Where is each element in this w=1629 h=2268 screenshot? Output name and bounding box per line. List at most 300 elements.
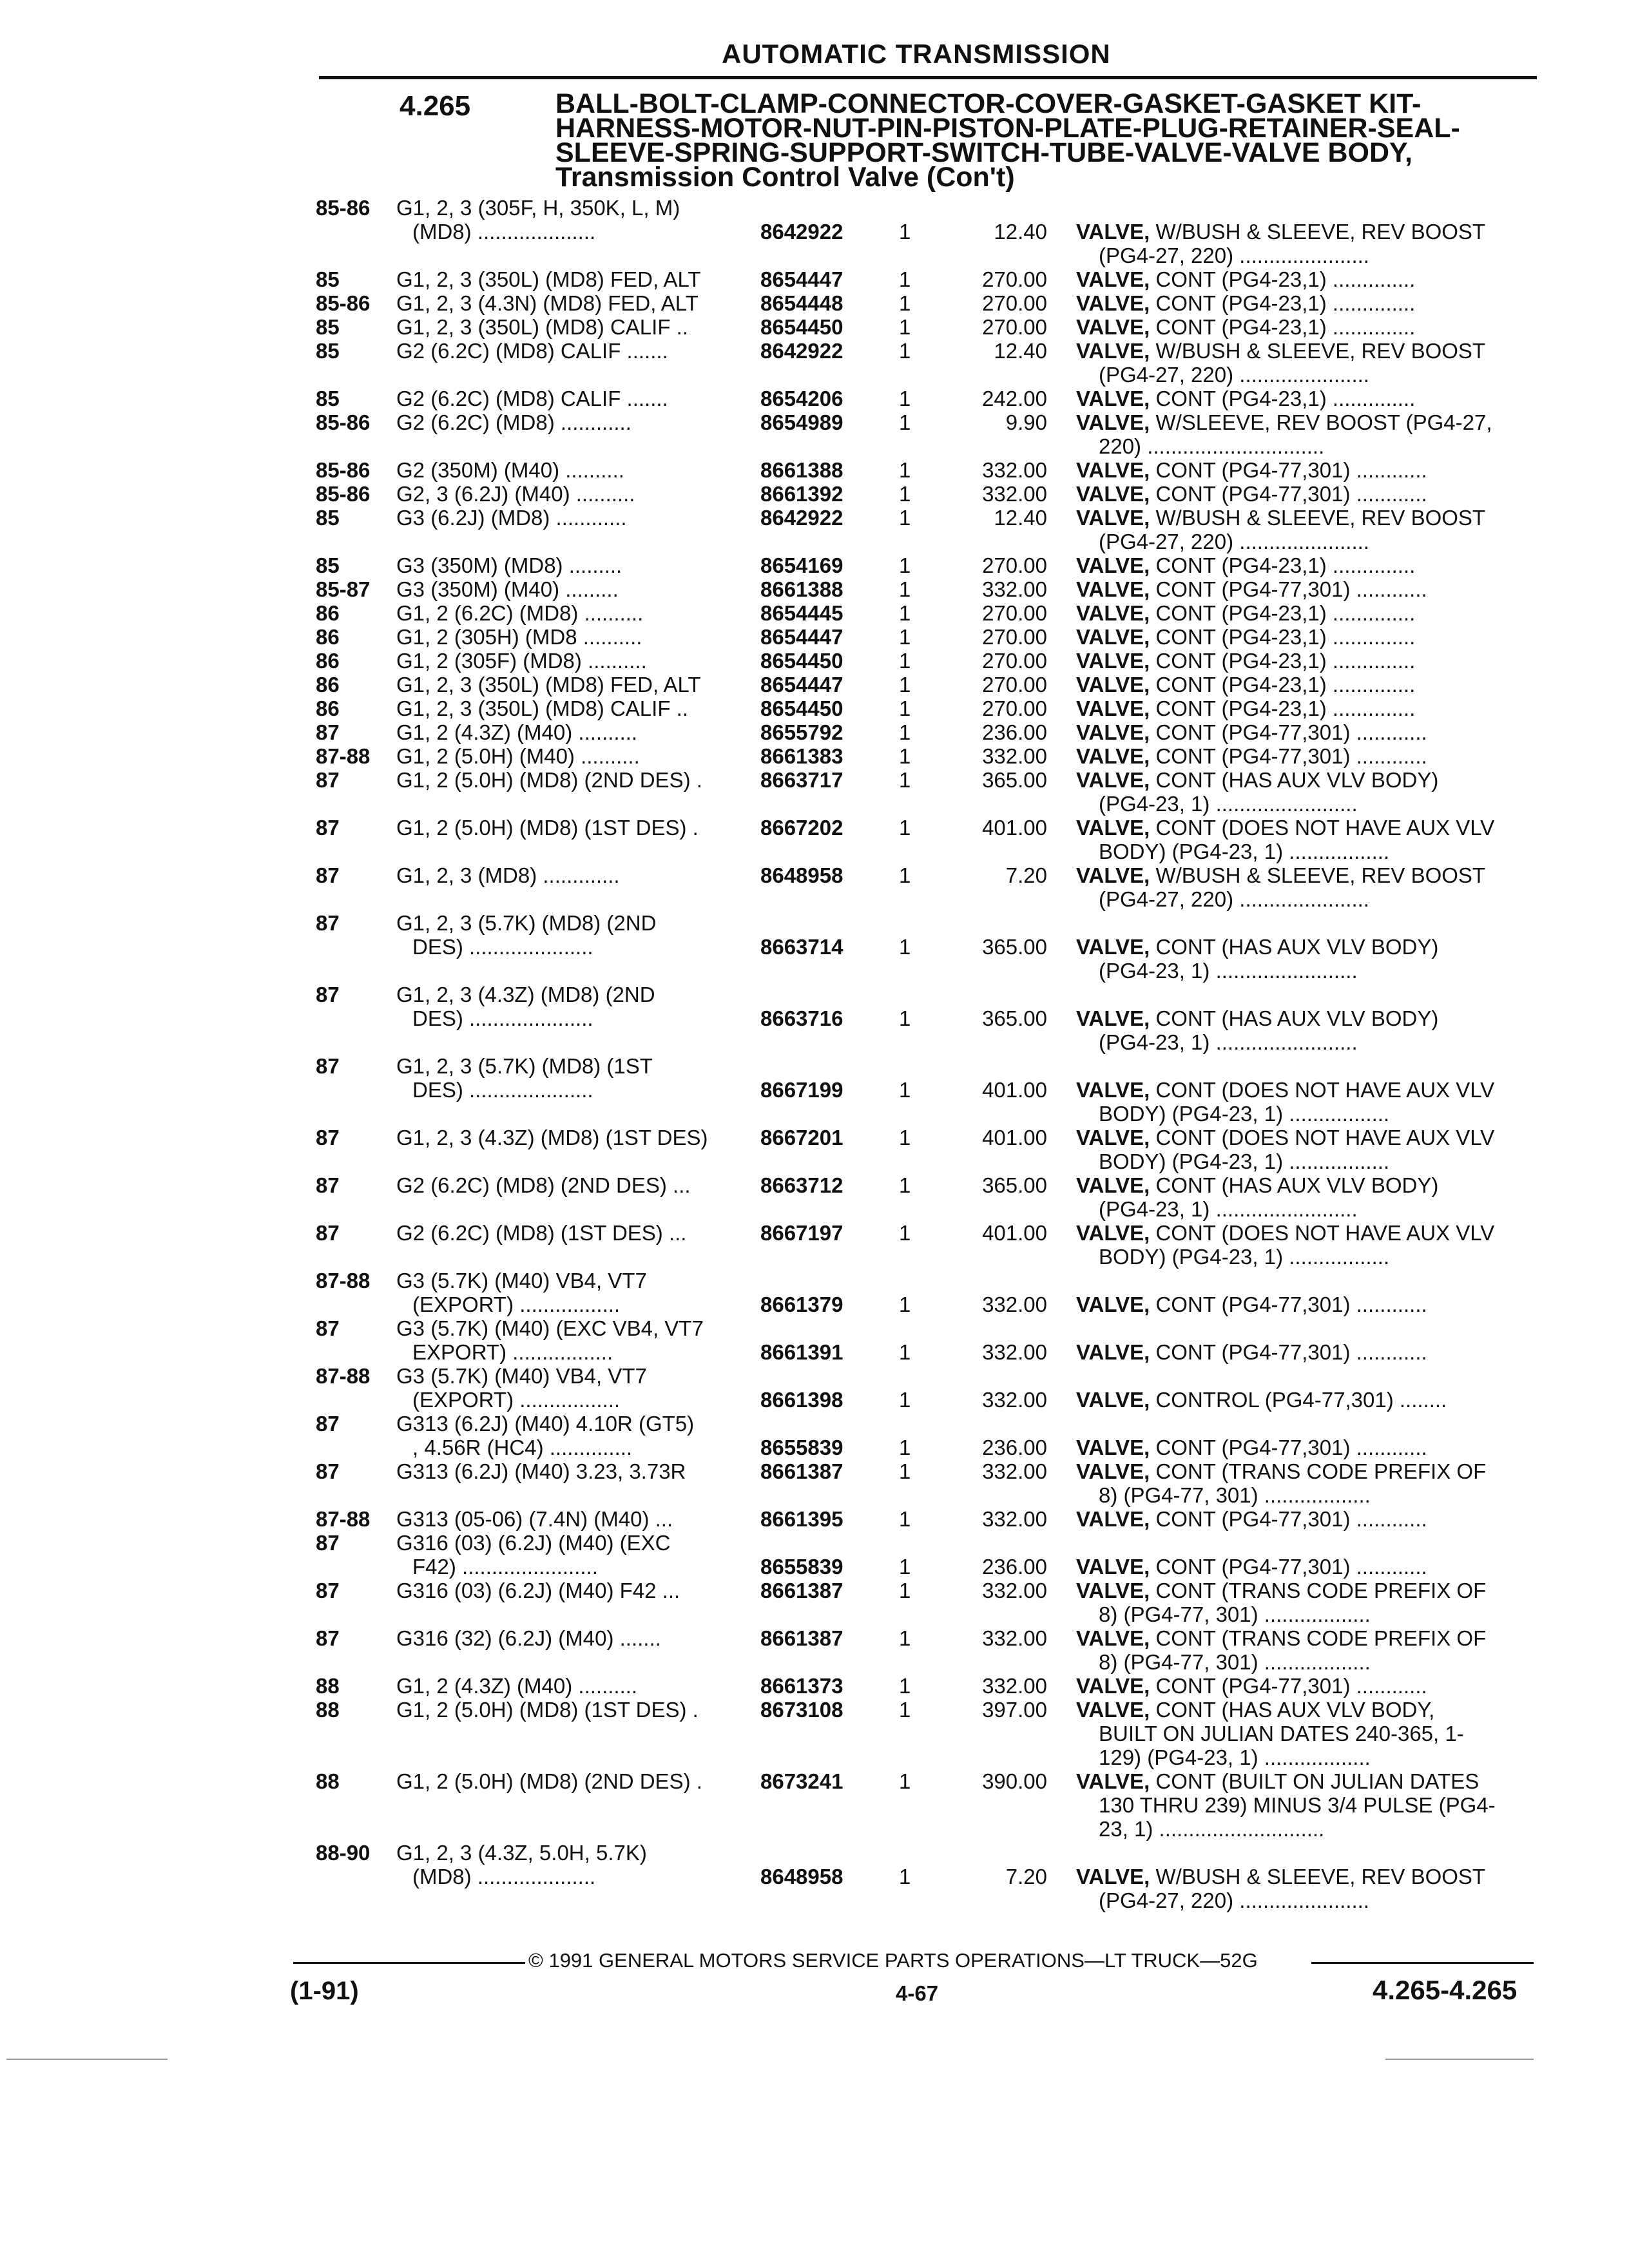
price: 12.40: [994, 506, 1047, 530]
quantity: 1: [899, 816, 911, 840]
part-detail: CONT (PG4-23,1) ..............: [1150, 625, 1416, 649]
model-year: 87: [316, 1531, 340, 1555]
part-detail: CONT (PG4-23,1) ..............: [1150, 673, 1416, 697]
model-year: 87: [316, 1579, 340, 1602]
quantity: 1: [899, 1221, 911, 1245]
part-name: VALVE,: [1076, 768, 1150, 792]
model-description: G1, 2 (5.0H) (MD8) (1ST DES) .: [396, 816, 699, 840]
price: 401.00: [982, 1126, 1047, 1149]
part-description: [1099, 1602, 1540, 1626]
part-name: VALVE,: [1076, 720, 1150, 744]
model-year: 87: [316, 863, 340, 887]
table-row: [0, 911, 1629, 935]
table-row: [0, 697, 1629, 720]
part-description: [1099, 244, 1540, 267]
model-description: G1, 2 (5.0H) (M40) ..........: [396, 744, 640, 768]
part-detail: (PG4-23, 1) ........................: [1099, 959, 1358, 983]
quantity: 1: [899, 1579, 911, 1602]
part-number: 8663717: [760, 768, 843, 792]
model-description: G1, 2, 3 (5.7K) (MD8) (2ND: [396, 911, 657, 935]
part-description: [1076, 339, 1540, 363]
part-name: VALVE,: [1076, 339, 1150, 363]
quantity: 1: [899, 1293, 911, 1316]
part-description: [1076, 1340, 1540, 1364]
table-row: [0, 315, 1629, 339]
model-year: 87: [316, 1221, 340, 1245]
part-description: [1099, 1102, 1540, 1126]
footer-rule-right: [1311, 1962, 1534, 1964]
part-number: 8648958: [760, 863, 843, 887]
part-description: [1099, 1793, 1540, 1817]
part-description: [1076, 1078, 1540, 1102]
part-number: 8661388: [760, 458, 843, 482]
part-description: [1076, 1006, 1540, 1030]
section-description: BALL-BOLT-CLAMP-CONNECTOR-COVER-GASKET-GASKET KIT-HARNESS-MOTOR-NUT-PIN-PISTON-PLATE-PLUG-RETAINER-SEAL-SLEEVE-SPRING-SUPPORT-SWITCH-TUBE-VALVE-VALVE BODY, Transmission Control Valve (Con't): [555, 88, 1460, 193]
price: 12.40: [994, 220, 1047, 244]
table-row: [0, 983, 1629, 1006]
table-row: [0, 863, 1629, 887]
table-row: [0, 1888, 1629, 1912]
model-description: G2 (6.2C) (MD8) ............: [396, 410, 631, 434]
part-detail: CONT (HAS AUX VLV BODY): [1150, 768, 1439, 792]
model-year: 86: [316, 601, 340, 625]
part-detail: CONT (DOES NOT HAVE AUX VLV: [1150, 1126, 1495, 1149]
part-number: 8667202: [760, 816, 843, 840]
part-detail: CONT (DOES NOT HAVE AUX VLV: [1150, 1078, 1495, 1102]
part-name: VALVE,: [1076, 458, 1150, 482]
table-row: [0, 387, 1629, 410]
quantity: 1: [899, 1388, 911, 1412]
price: 270.00: [982, 267, 1047, 291]
model-year: 87-88: [316, 744, 371, 768]
price: 270.00: [982, 697, 1047, 720]
part-detail: CONT (PG4-77,301) ............: [1150, 1340, 1427, 1364]
table-row: [0, 1149, 1629, 1173]
part-number: 8661373: [760, 1674, 843, 1698]
quantity: 1: [899, 863, 911, 887]
part-detail: CONT (PG4-23,1) ..............: [1150, 553, 1416, 577]
quantity: 1: [899, 1436, 911, 1459]
table-row: [0, 1269, 1629, 1293]
part-name: VALVE,: [1076, 506, 1150, 530]
part-description: [1076, 458, 1540, 482]
part-name: VALVE,: [1076, 1006, 1150, 1030]
model-description: G313 (05-06) (7.4N) (M40) ...: [396, 1507, 673, 1531]
model-description: G2 (6.2C) (MD8) CALIF .......: [396, 339, 668, 363]
table-row: [0, 1745, 1629, 1769]
model-description: G3 (6.2J) (MD8) ............: [396, 506, 627, 530]
model-year: 87: [316, 1459, 340, 1483]
price: 270.00: [982, 553, 1047, 577]
part-name: VALVE,: [1076, 1579, 1150, 1602]
table-row: [0, 1459, 1629, 1483]
part-number: 8673108: [760, 1698, 843, 1722]
model-year: 86: [316, 673, 340, 697]
part-name: VALVE,: [1076, 482, 1150, 506]
table-row: [0, 1722, 1629, 1745]
quantity: 1: [899, 720, 911, 744]
part-name: VALVE,: [1076, 577, 1150, 601]
part-detail: (PG4-23, 1) ........................: [1099, 792, 1358, 816]
part-number: 8663714: [760, 935, 843, 959]
model-description: G1, 2 (305F) (MD8) ..........: [396, 649, 647, 673]
quantity: 1: [899, 625, 911, 649]
part-description: [1076, 1388, 1540, 1412]
price: 12.40: [994, 339, 1047, 363]
part-number: 8661383: [760, 744, 843, 768]
part-detail: CONT (PG4-23,1) ..............: [1150, 601, 1416, 625]
footer-rule-left: [293, 1962, 525, 1964]
quantity: 1: [899, 315, 911, 339]
model-description: G1, 2 (6.2C) (MD8) ..........: [396, 601, 644, 625]
part-number: 8654448: [760, 291, 843, 315]
part-number: 8654450: [760, 697, 843, 720]
table-row: [0, 1531, 1629, 1555]
price: 270.00: [982, 673, 1047, 697]
model-year: 85: [316, 267, 340, 291]
price: 401.00: [982, 1221, 1047, 1245]
part-name: VALVE,: [1076, 315, 1150, 339]
model-description: G316 (32) (6.2J) (M40) .......: [396, 1626, 661, 1650]
model-year: 87-88: [316, 1364, 371, 1388]
model-description: G2 (350M) (M40) ..........: [396, 458, 624, 482]
part-detail: CONT (PG4-77,301) ............: [1150, 1293, 1427, 1316]
model-description: G313 (6.2J) (M40) 3.23, 3.73R: [396, 1459, 686, 1483]
part-detail: CONT (PG4-77,301) ............: [1150, 1436, 1427, 1459]
part-name: VALVE,: [1076, 673, 1150, 697]
model-year: 85-86: [316, 458, 371, 482]
model-year: 87: [316, 1054, 340, 1078]
price: 332.00: [982, 1674, 1047, 1698]
part-name: VALVE,: [1076, 1388, 1150, 1412]
part-number: 8654450: [760, 315, 843, 339]
model-year: 87: [316, 1126, 340, 1149]
part-description: [1076, 744, 1540, 768]
part-detail: W/SLEEVE, REV BOOST (PG4-27,: [1150, 410, 1492, 434]
model-year: 88-90: [316, 1841, 371, 1865]
table-row: [0, 1817, 1629, 1841]
quantity: 1: [899, 1769, 911, 1793]
model-description: G2 (6.2C) (MD8) (2ND DES) ...: [396, 1173, 691, 1197]
price: 270.00: [982, 601, 1047, 625]
table-row: [0, 1602, 1629, 1626]
table-row: [0, 840, 1629, 863]
model-description: G3 (350M) (M40) .........: [396, 577, 619, 601]
part-detail: CONT (PG4-77,301) ............: [1150, 720, 1427, 744]
table-row: [0, 1698, 1629, 1722]
part-number: 8667199: [760, 1078, 843, 1102]
table-row: [0, 887, 1629, 911]
part-number: 8661379: [760, 1293, 843, 1316]
part-number: 8642922: [760, 220, 843, 244]
part-detail: CONT (HAS AUX VLV BODY): [1150, 1006, 1439, 1030]
part-detail: BODY) (PG4-23, 1) .................: [1099, 840, 1390, 863]
part-name: VALVE,: [1076, 1555, 1150, 1579]
part-description: [1076, 1579, 1540, 1602]
price: 270.00: [982, 315, 1047, 339]
part-detail: 220) ..............................: [1099, 434, 1325, 458]
table-row: [0, 959, 1629, 983]
part-description: [1076, 315, 1540, 339]
part-name: VALVE,: [1076, 935, 1150, 959]
part-detail: (PG4-27, 220) ......................: [1099, 887, 1369, 911]
table-row: [0, 1293, 1629, 1316]
part-detail: CONT (PG4-77,301) ............: [1150, 482, 1427, 506]
table-row: [0, 1579, 1629, 1602]
part-name: VALVE,: [1076, 649, 1150, 673]
model-year: 85-86: [316, 482, 371, 506]
quantity: 1: [899, 387, 911, 410]
part-detail: (PG4-27, 220) ......................: [1099, 363, 1369, 387]
quantity: 1: [899, 1173, 911, 1197]
section-title: AUTOMATIC TRANSMISSION: [722, 39, 1111, 69]
parts-table: [0, 196, 1629, 1912]
model-year: 87-88: [316, 1507, 371, 1531]
quantity: 1: [899, 1340, 911, 1364]
part-detail: 23, 1) ............................: [1099, 1817, 1325, 1841]
model-description: G3 (5.7K) (M40) (EXC VB4, VT7: [396, 1316, 704, 1340]
part-number: 8654206: [760, 387, 843, 410]
table-row: [0, 291, 1629, 315]
part-detail: (PG4-27, 220) ......................: [1099, 530, 1369, 553]
model-description: G1, 2, 3 (4.3Z) (MD8) (1ST DES): [396, 1126, 708, 1149]
model-year: 88: [316, 1674, 340, 1698]
model-description: EXPORT) .................: [412, 1340, 613, 1364]
model-description: (MD8) ....................: [412, 1865, 596, 1888]
quantity: 1: [899, 1626, 911, 1650]
part-description: [1076, 1436, 1540, 1459]
copyright-notice: © 1991 GENERAL MOTORS SERVICE PARTS OPERATIONS—LT TRUCK—52G: [528, 1949, 1258, 1972]
table-row: [0, 458, 1629, 482]
part-detail: CONT (PG4-23,1) ..............: [1150, 267, 1416, 291]
part-name: VALVE,: [1076, 1459, 1150, 1483]
part-description: [1076, 577, 1540, 601]
model-year: 88: [316, 1698, 340, 1722]
price: 365.00: [982, 768, 1047, 792]
part-description: [1076, 1698, 1540, 1722]
part-description: [1076, 1221, 1540, 1245]
part-name: VALVE,: [1076, 1674, 1150, 1698]
part-description: [1076, 1459, 1540, 1483]
table-row: [0, 1555, 1629, 1579]
model-description: G1, 2, 3 (4.3N) (MD8) FED, ALT: [396, 291, 699, 315]
model-year: 87: [316, 983, 340, 1006]
model-description: DES) .....................: [412, 1006, 593, 1030]
model-description: G1, 2, 3 (MD8) .............: [396, 863, 620, 887]
quantity: 1: [899, 768, 911, 792]
quantity: 1: [899, 1698, 911, 1722]
part-number: 8655792: [760, 720, 843, 744]
model-description: G1, 2, 3 (305F, H, 350K, L, M): [396, 196, 680, 220]
part-name: VALVE,: [1076, 410, 1150, 434]
part-detail: 8) (PG4-77, 301) ..................: [1099, 1483, 1371, 1507]
quantity: 1: [899, 220, 911, 244]
model-description: G1, 2 (5.0H) (MD8) (2ND DES) .: [396, 768, 702, 792]
part-number: 8654447: [760, 267, 843, 291]
part-detail: CONT (PG4-77,301) ............: [1150, 458, 1427, 482]
table-row: [0, 1841, 1629, 1865]
table-row: [0, 792, 1629, 816]
part-detail: CONT (HAS AUX VLV BODY): [1150, 1173, 1439, 1197]
part-description: [1076, 553, 1540, 577]
model-description: G2 (6.2C) (MD8) CALIF .......: [396, 387, 668, 410]
price: 332.00: [982, 577, 1047, 601]
table-row: [0, 816, 1629, 840]
table-row: [0, 601, 1629, 625]
part-description: [1099, 1197, 1540, 1221]
part-description: [1076, 1626, 1540, 1650]
part-description: [1076, 697, 1540, 720]
model-year: 86: [316, 625, 340, 649]
table-row: [0, 1340, 1629, 1364]
price: 332.00: [982, 1626, 1047, 1650]
table-row: [0, 1030, 1629, 1054]
part-detail: CONT (TRANS CODE PREFIX OF: [1150, 1626, 1487, 1650]
part-detail: BODY) (PG4-23, 1) .................: [1099, 1149, 1390, 1173]
page-number: 4-67: [896, 1981, 939, 2005]
price: 332.00: [982, 482, 1047, 506]
part-description: [1076, 291, 1540, 315]
section-number: 4.265: [400, 90, 471, 122]
model-description: (EXPORT) .................: [412, 1293, 621, 1316]
part-description: [1099, 1245, 1540, 1269]
model-description: G1, 2, 3 (5.7K) (MD8) (1ST: [396, 1054, 653, 1078]
part-name: VALVE,: [1076, 1507, 1150, 1531]
table-row: [0, 1078, 1629, 1102]
quantity: 1: [899, 410, 911, 434]
quantity: 1: [899, 744, 911, 768]
price: 9.90: [1005, 410, 1047, 434]
table-row: [0, 649, 1629, 673]
part-description: [1076, 935, 1540, 959]
model-year: 87: [316, 768, 340, 792]
part-description: [1099, 1888, 1540, 1912]
part-number: 8654447: [760, 673, 843, 697]
price: 365.00: [982, 935, 1047, 959]
quantity: 1: [899, 935, 911, 959]
part-name: VALVE,: [1076, 816, 1150, 840]
model-description: G1, 2 (4.3Z) (M40) ..........: [396, 720, 638, 744]
part-number: 8673241: [760, 1769, 843, 1793]
part-description: [1099, 959, 1540, 983]
model-year: 87: [316, 911, 340, 935]
part-name: VALVE,: [1076, 1626, 1150, 1650]
table-row: [0, 1674, 1629, 1698]
part-description: [1099, 1149, 1540, 1173]
quantity: 1: [899, 267, 911, 291]
part-detail: 130 THRU 239) MINUS 3/4 PULSE (PG4-: [1099, 1793, 1496, 1817]
part-detail: CONT (PG4-77,301) ............: [1150, 744, 1427, 768]
part-name: VALVE,: [1076, 1769, 1150, 1793]
part-number: 8648958: [760, 1865, 843, 1888]
price: 332.00: [982, 1388, 1047, 1412]
part-detail: CONT (PG4-23,1) ..............: [1150, 315, 1416, 339]
part-description: [1099, 1745, 1540, 1769]
quantity: 1: [899, 697, 911, 720]
model-description: G2 (6.2C) (MD8) (1ST DES) ...: [396, 1221, 687, 1245]
model-description: G313 (6.2J) (M40) 4.10R (GT5): [396, 1412, 695, 1436]
part-name: VALVE,: [1076, 387, 1150, 410]
model-year: 85: [316, 387, 340, 410]
part-description: [1076, 1769, 1540, 1793]
part-description: [1076, 1555, 1540, 1579]
model-description: G1, 2 (5.0H) (MD8) (2ND DES) .: [396, 1769, 702, 1793]
part-detail: CONT (PG4-23,1) ..............: [1150, 291, 1416, 315]
model-year: 85: [316, 339, 340, 363]
table-row: [0, 1388, 1629, 1412]
part-detail: 8) (PG4-77, 301) ..................: [1099, 1602, 1371, 1626]
model-description: G3 (350M) (MD8) .........: [396, 553, 622, 577]
part-name: VALVE,: [1076, 553, 1150, 577]
model-description: , 4.56R (HC4) ..............: [412, 1436, 633, 1459]
part-description: [1099, 530, 1540, 553]
part-detail: (PG4-23, 1) ........................: [1099, 1030, 1358, 1054]
price: 236.00: [982, 720, 1047, 744]
model-year: 88: [316, 1769, 340, 1793]
part-description: [1076, 506, 1540, 530]
part-detail: (PG4-27, 220) ......................: [1099, 244, 1369, 267]
model-year: 87: [316, 1173, 340, 1197]
scan-artifact-left: [6, 2059, 168, 2060]
table-row: [0, 1483, 1629, 1507]
part-detail: W/BUSH & SLEEVE, REV BOOST: [1150, 506, 1486, 530]
part-number: 8655839: [760, 1555, 843, 1579]
part-name: VALVE,: [1076, 601, 1150, 625]
part-name: VALVE,: [1076, 863, 1150, 887]
part-name: VALVE,: [1076, 1221, 1150, 1245]
table-row: [0, 1173, 1629, 1197]
part-name: VALVE,: [1076, 1293, 1150, 1316]
table-row: [0, 553, 1629, 577]
part-detail: W/BUSH & SLEEVE, REV BOOST: [1150, 1865, 1486, 1888]
model-year: 87-88: [316, 1269, 371, 1293]
model-description: G1, 2, 3 (350L) (MD8) FED, ALT: [396, 267, 701, 291]
part-detail: CONT (PG4-23,1) ..............: [1150, 387, 1416, 410]
part-detail: CONT (PG4-23,1) ..............: [1150, 649, 1416, 673]
table-row: [0, 434, 1629, 458]
part-name: VALVE,: [1076, 220, 1150, 244]
part-description: [1076, 1865, 1540, 1888]
table-row: [0, 1364, 1629, 1388]
part-description: [1099, 363, 1540, 387]
quantity: 1: [899, 649, 911, 673]
part-detail: BUILT ON JULIAN DATES 240-365, 1-: [1099, 1722, 1464, 1745]
price: 270.00: [982, 649, 1047, 673]
model-description: F42) .......................: [412, 1555, 598, 1579]
model-year: 85: [316, 315, 340, 339]
part-description: [1076, 1173, 1540, 1197]
quantity: 1: [899, 339, 911, 363]
table-row: [0, 244, 1629, 267]
part-name: VALVE,: [1076, 267, 1150, 291]
table-row: [0, 1006, 1629, 1030]
part-number: 8654989: [760, 410, 843, 434]
model-year: 87: [316, 816, 340, 840]
model-description: G316 (03) (6.2J) (M40) (EXC: [396, 1531, 671, 1555]
part-number: 8661392: [760, 482, 843, 506]
part-number: 8654450: [760, 649, 843, 673]
part-name: VALVE,: [1076, 291, 1150, 315]
table-row: [0, 1197, 1629, 1221]
model-year: 86: [316, 697, 340, 720]
model-description: (MD8) ....................: [412, 220, 596, 244]
table-row: [0, 267, 1629, 291]
part-number: 8663712: [760, 1173, 843, 1197]
model-year: 85-86: [316, 196, 371, 220]
part-description: [1076, 720, 1540, 744]
part-detail: CONT (HAS AUX VLV BODY): [1150, 935, 1439, 959]
part-description: [1099, 1817, 1540, 1841]
